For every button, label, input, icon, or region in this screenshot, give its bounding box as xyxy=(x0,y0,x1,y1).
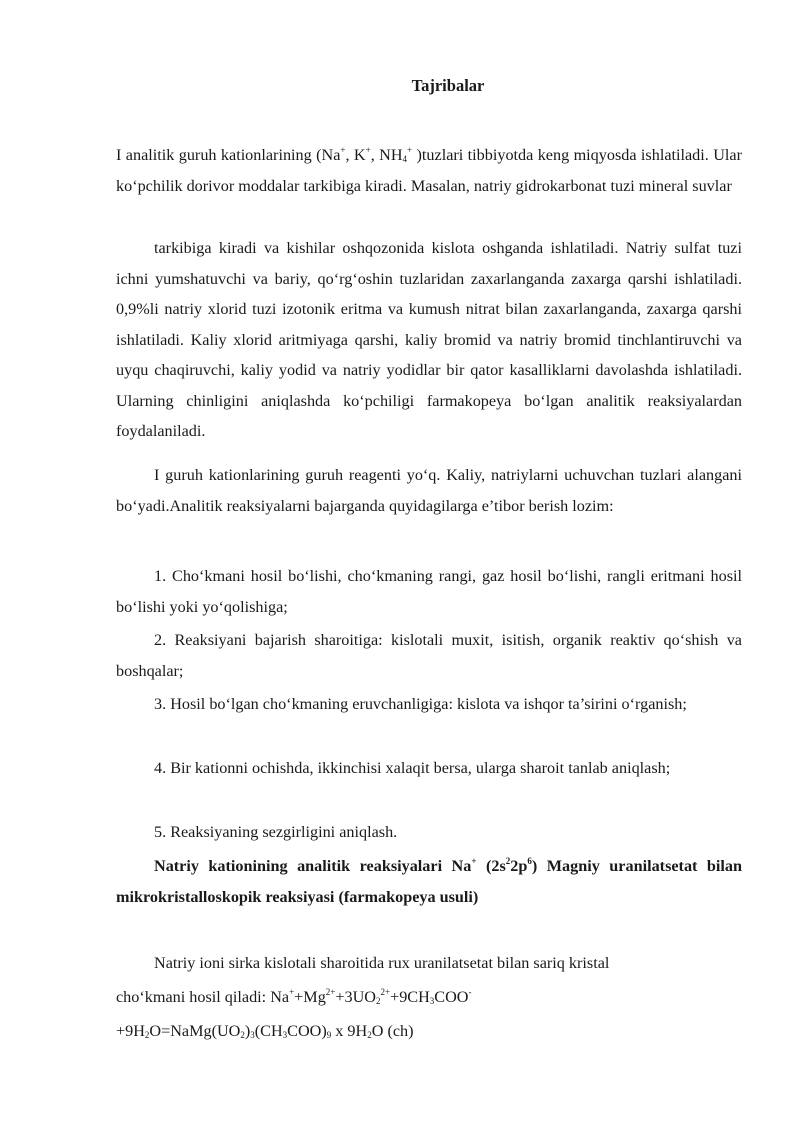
section-heading: Natriy kationining analitik reaksiyalari Na+ $(2s^22p^6)$ Magniy uranilatsetat bilan mikrokristalloskopik reaksiyasi (farmakopeya usuli) xyxy=(116,856,743,906)
reaction-text-line-1: Natriy ioni sirka kislotali sharoitida rux uranilatsetat bilan sariq kristal xyxy=(154,954,610,972)
reaction-text-line-2: cho‘kmani hosil qiladi: $Na^++Mg^{2+}+3UO_2^{2+}+9CH_3COO^-$ xyxy=(116,987,472,1006)
reaction-equation: $+9H_2O=NaMg(UO_2)_3(CH_3COO)_9$ x $9H_2O$ (ch) xyxy=(116,1022,414,1040)
list-item-4: 4. Bir kationni ochishda, ikkinchisi xalaqit bersa, ularga sharoit tanlab aniqlash; xyxy=(154,759,671,777)
list-item-1: 1. Cho‘kmani hosil bo‘lishi, cho‘kmaning rangi, gaz hosil bo‘lishi, rangli eritmani hosil bo‘lishi yoki yo‘qolishiga; xyxy=(116,567,742,616)
usage-paragraph: tarkibiga kiradi va kishilar oshqozonida kislota oshganda ishlatiladi. Natriy sulfat tuzi ichni yumshatuvchi va bariy, qo‘rg‘oshin tuzlaridan zaxarlanganda zaxarga qarshi ishlatiladi. 0,9%li natriy xlorid tuzi izotonik eritma va kumush nitrat bilan zaxarlanganda, zaxarga qarshi ishlatiladi. Kaliy xlorid aritmiyaga qarshi, kaliy bromid va natriy bromid tinchlantiruvchi va uyqu chaqiruvchi, kaliy yodid va natriy yodidlar bir qator kasalliklarni davolashda ishlatiladi. Ularning chinligini aniqlashda ko‘pchiligi farmakopeya bo‘lgan analitik reaksiyalardan foydalaniladi. xyxy=(116,239,742,440)
list-item-5: 5. Reaksiyaning sezgirligini aniqlash. xyxy=(154,823,398,841)
group-reagent-paragraph: I guruh kationlarining guruh reagenti yo‘q. Kaliy, natriylarni uchuvchan tuzlari alangani bo‘yadi.Analitik reaksiyalarni bajarganda quyidagilarga e’tibor berish lozim: xyxy=(116,466,742,515)
list-item-2: 2. Reaksiyani bajarish sharoitiga: kislotali muxit, isitish, organik reaktiv qo‘shish va boshqalar; xyxy=(116,631,742,680)
list-item-3: 3. Hosil bo‘lgan cho‘kmaning eruvchanligiga: kislota va ishqor ta’sirini o‘rganish; xyxy=(154,695,687,713)
page-title: Tajribalar xyxy=(411,76,485,95)
intro-paragraph: I analitik guruh kationlarining (Na+, K+, $NH_4^+$ )tuzlari tibbiyotda keng miqyosda ishlatiladi. Ular ko‘pchilik dorivor moddalar tarkibiga kiradi. Masalan, natriy gidrokarbonat tuzi mineral suvlar xyxy=(116,145,742,195)
